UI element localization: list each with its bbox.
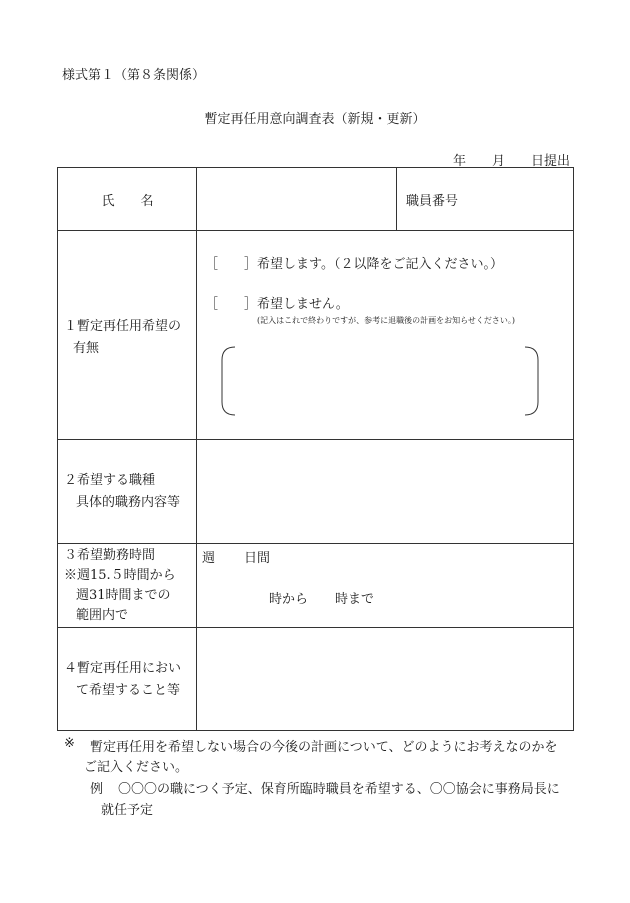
q2-answer-field[interactable] <box>197 440 574 544</box>
plan-input-bracket[interactable] <box>221 346 539 416</box>
example-label: 例 <box>90 782 104 797</box>
document-title: 暫定再任用意向調査表（新規・更新） <box>204 112 426 127</box>
q3-to-label: 時まで <box>335 592 375 607</box>
note-line2: ご記入ください。 <box>84 760 189 775</box>
staff-number-label: 職員番号 <box>406 194 459 209</box>
name-label: 氏 名 <box>101 194 154 209</box>
date-month: 月 <box>491 154 505 169</box>
q3-label-line4: 範囲内で <box>76 608 129 623</box>
q4-label-line2: て希望すること等 <box>76 683 181 698</box>
q3-from-label: 時から <box>269 592 309 607</box>
q3-label <box>64 546 176 626</box>
note-line1: 暫定再任用を希望しない場合の今後の計画について、どのようにお考えなのかを <box>90 740 558 755</box>
staff-number-cell[interactable] <box>397 168 574 231</box>
date-year: 年 <box>452 154 466 169</box>
q2-label-line1: ２希望する職種 <box>64 473 156 488</box>
q3-label-line2: ※週15.５時間から <box>64 568 176 583</box>
name-label-cell <box>58 168 197 231</box>
q2-label-line2: 具体的職務内容等 <box>76 495 181 510</box>
q1-label-cell <box>58 231 197 440</box>
form-code: 様式第１（第８条関係） <box>62 68 206 83</box>
q1-option-nowish-label: 希望しません。 <box>257 297 349 312</box>
name-field[interactable] <box>197 168 397 231</box>
q1-note: (記入はこれで終わりですが、参考に退職後の計画をお知らせください。) <box>257 316 515 325</box>
q3-label-line1: ３希望勤務時間 <box>64 548 156 563</box>
q1-option-wish-checkbox[interactable]: ［ ］ <box>205 257 258 272</box>
survey-table <box>57 167 574 731</box>
q3-answer-cell <box>197 544 574 628</box>
q4-label-cell <box>58 628 197 731</box>
q1-option-nowish-checkbox[interactable]: ［ ］ <box>205 297 258 312</box>
q3-days-label: 日間 <box>244 551 271 566</box>
q1-label-line2: 有無 <box>73 341 100 356</box>
q4-label <box>64 658 181 702</box>
note-mark: ※ <box>64 736 75 751</box>
example-line1: 〇〇〇の職につく予定、保育所臨時職員を希望する、〇〇協会に事務局長に <box>118 782 560 797</box>
q1-label <box>64 316 181 360</box>
q1-label-line1: １暫定再任用希望の <box>64 319 182 334</box>
q4-answer-field[interactable] <box>197 628 574 731</box>
q4-label-line1: ４暫定再任用におい <box>64 661 182 676</box>
q3-label-line3: 週31時間までの <box>76 588 171 603</box>
q1-option-wish-label: 希望します。（２以降をご記入ください。） <box>257 257 503 272</box>
q2-label <box>64 470 180 514</box>
q2-label-cell <box>58 440 197 544</box>
q3-label-cell <box>58 544 197 628</box>
example-line2: 就任予定 <box>101 803 154 818</box>
date-day: 日提出 <box>530 154 570 169</box>
q1-answer-cell <box>197 231 574 440</box>
q3-week-label: 週 <box>202 551 216 566</box>
